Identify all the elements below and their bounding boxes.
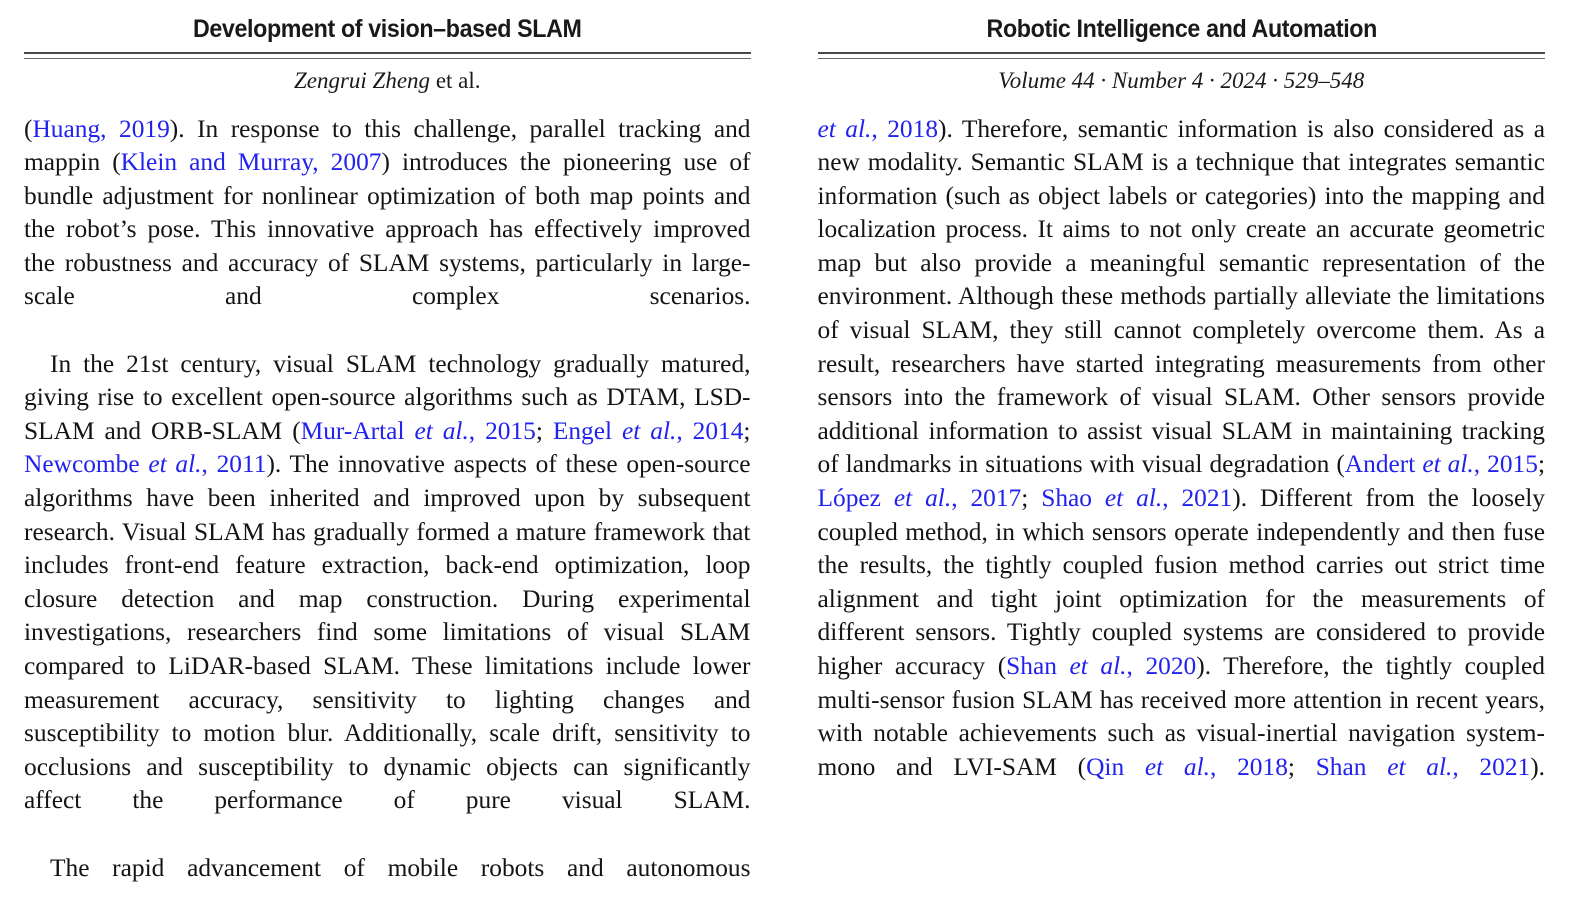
issue-line: Volume 44 · Number 4 · 2024 · 529–548 — [998, 68, 1364, 93]
paragraph-right-1-sep-1: ; — [1538, 450, 1545, 478]
citation-et-al-2018[interactable]: et al., 2018 — [818, 115, 939, 143]
paragraph-right-1-run-4: ). — [1530, 753, 1545, 781]
right-column — [788, 0, 1575, 918]
citation-klein-murray-2007[interactable]: Klein and Murray, 2007 — [121, 148, 382, 176]
paragraph-left-2-run-1: In the 21st century, visual SLAM technology gradually matured, giving rise to excellent open-source algorithms such as DTAM, LSD-SLAM and ORB-SLAM ( — [24, 350, 751, 445]
paragraph-right-1-run-3: ). Therefore, the tightly coupled multi-sensor fusion SLAM has received more attention in recent years, with notable achievements such as visual-inertial navigation system-mono and LVI-SAM ( — [818, 652, 1546, 781]
paragraph-left-2 — [24, 348, 751, 852]
paragraph-right-1-run-1: ). Therefore, semantic information is also considered as a new modality. Semantic SLAM is a technique that integrates semantic information (such as object labels or categories) into the mapping and localization process. It aims to not only create an accurate geometric map but also provide a meaningful semantic representation of the environment. Although these methods partially alleviate the limitations of visual SLAM, they still cannot completely overcome them. As a result, researchers have started integrating measurements from other sensors into the framework of visual SLAM. Other sensors provide additional information to assist visual SLAM in maintaining tracking of landmarks in situations with visual degradation ( — [818, 115, 1546, 479]
citation-andert-2015[interactable]: Andert et al., 2015 — [1345, 450, 1538, 478]
author-name: Zengrui Zheng — [294, 68, 430, 93]
paragraph-left-1-run-4: ) introduces the pioneering use of bundle adjustment for nonlinear optimization of both map points and the robot’s pose. This innovative approach has effectively improved the robustness and accuracy of SLAM systems, particularly in large-scale and complex scenarios. — [24, 148, 751, 310]
right-running-head-title: Robotic Intelligence and Automation — [843, 0, 1520, 44]
citation-huang-2019[interactable]: Huang, 2019 — [32, 115, 169, 143]
citation-engel-2014[interactable]: Engel et al., 2014 — [553, 417, 744, 445]
left-running-head-authors — [24, 59, 751, 94]
paragraph-right-1 — [818, 113, 1546, 818]
left-body-text — [24, 113, 751, 919]
paragraph-right-1-run-2: ). Different from the loosely coupled method, in which sensors operate independently and then fuse the results, the tightly coupled fusion method carries out strict time alignment and tight joint optimization for the measurements of different sensors. Tightly coupled systems are considered to provide higher accuracy ( — [818, 484, 1546, 680]
paragraph-left-2-sep-1: ; — [536, 417, 553, 445]
citation-lopez-2017[interactable]: López et al., 2017 — [818, 484, 1022, 512]
left-column — [0, 0, 788, 918]
citation-mur-artal-2015[interactable]: Mur-Artal et al., 2015 — [301, 417, 536, 445]
paragraph-left-1-run-2: ). In response to this challenge, parallel tracking and mappin ( — [24, 115, 751, 177]
citation-newcombe-2011[interactable]: Newcombe et al., 2011 — [24, 450, 266, 478]
paragraph-left-3: The rapid advancement of mobile robots and autonomous — [24, 852, 751, 919]
citation-shan-2021[interactable]: Shan et al., 2021 — [1316, 753, 1531, 781]
paragraph-right-1-sep-3: ; — [1288, 753, 1316, 781]
paragraph-left-1: (Huang, 2019). In response to this challenge, parallel tracking and mappin (Klein and Murray, 2007) introduces the pioneering use of bundle adjustment for nonlinear optimization of both map points and the robot’s pose. This innovative approach has effectively improved the robustness and accuracy of SLAM systems, particularly in large-scale and complex scenarios. — [24, 113, 751, 348]
left-running-head-title: Development of vision–based SLAM — [49, 0, 725, 44]
left-header-rule — [24, 52, 751, 59]
right-header-rule — [818, 52, 1546, 59]
right-body-text — [818, 113, 1546, 818]
citation-shao-2021[interactable]: Shao et al., 2021 — [1041, 484, 1232, 512]
paragraph-left-2-sep-2: ; — [743, 417, 750, 445]
paragraph-left-2-run-2: ). The innovative aspects of these open-source algorithms have been inherited and improved upon by subsequent research. Visual SLAM has gradually formed a mature framework that includes front-end feature extraction, back-end optimization, loop closure detection and map construction. During experimental investigations, researchers find some limitations of visual SLAM compared to LiDAR-based SLAM. These limitations include lower measurement accuracy, sensitivity to lighting changes and susceptibility to motion blur. Additionally, scale drift, sensitivity to occlusions and susceptibility to dynamic objects can significantly affect the performance of pure visual SLAM. — [24, 450, 751, 814]
paragraph-right-1-sep-2: ; — [1021, 484, 1041, 512]
author-suffix: et al. — [430, 68, 480, 93]
citation-shan-2020[interactable]: Shan et al., 2020 — [1006, 652, 1196, 680]
right-running-head-issue — [818, 59, 1546, 94]
citation-qin-2018[interactable]: Qin et al., 2018 — [1086, 753, 1288, 781]
